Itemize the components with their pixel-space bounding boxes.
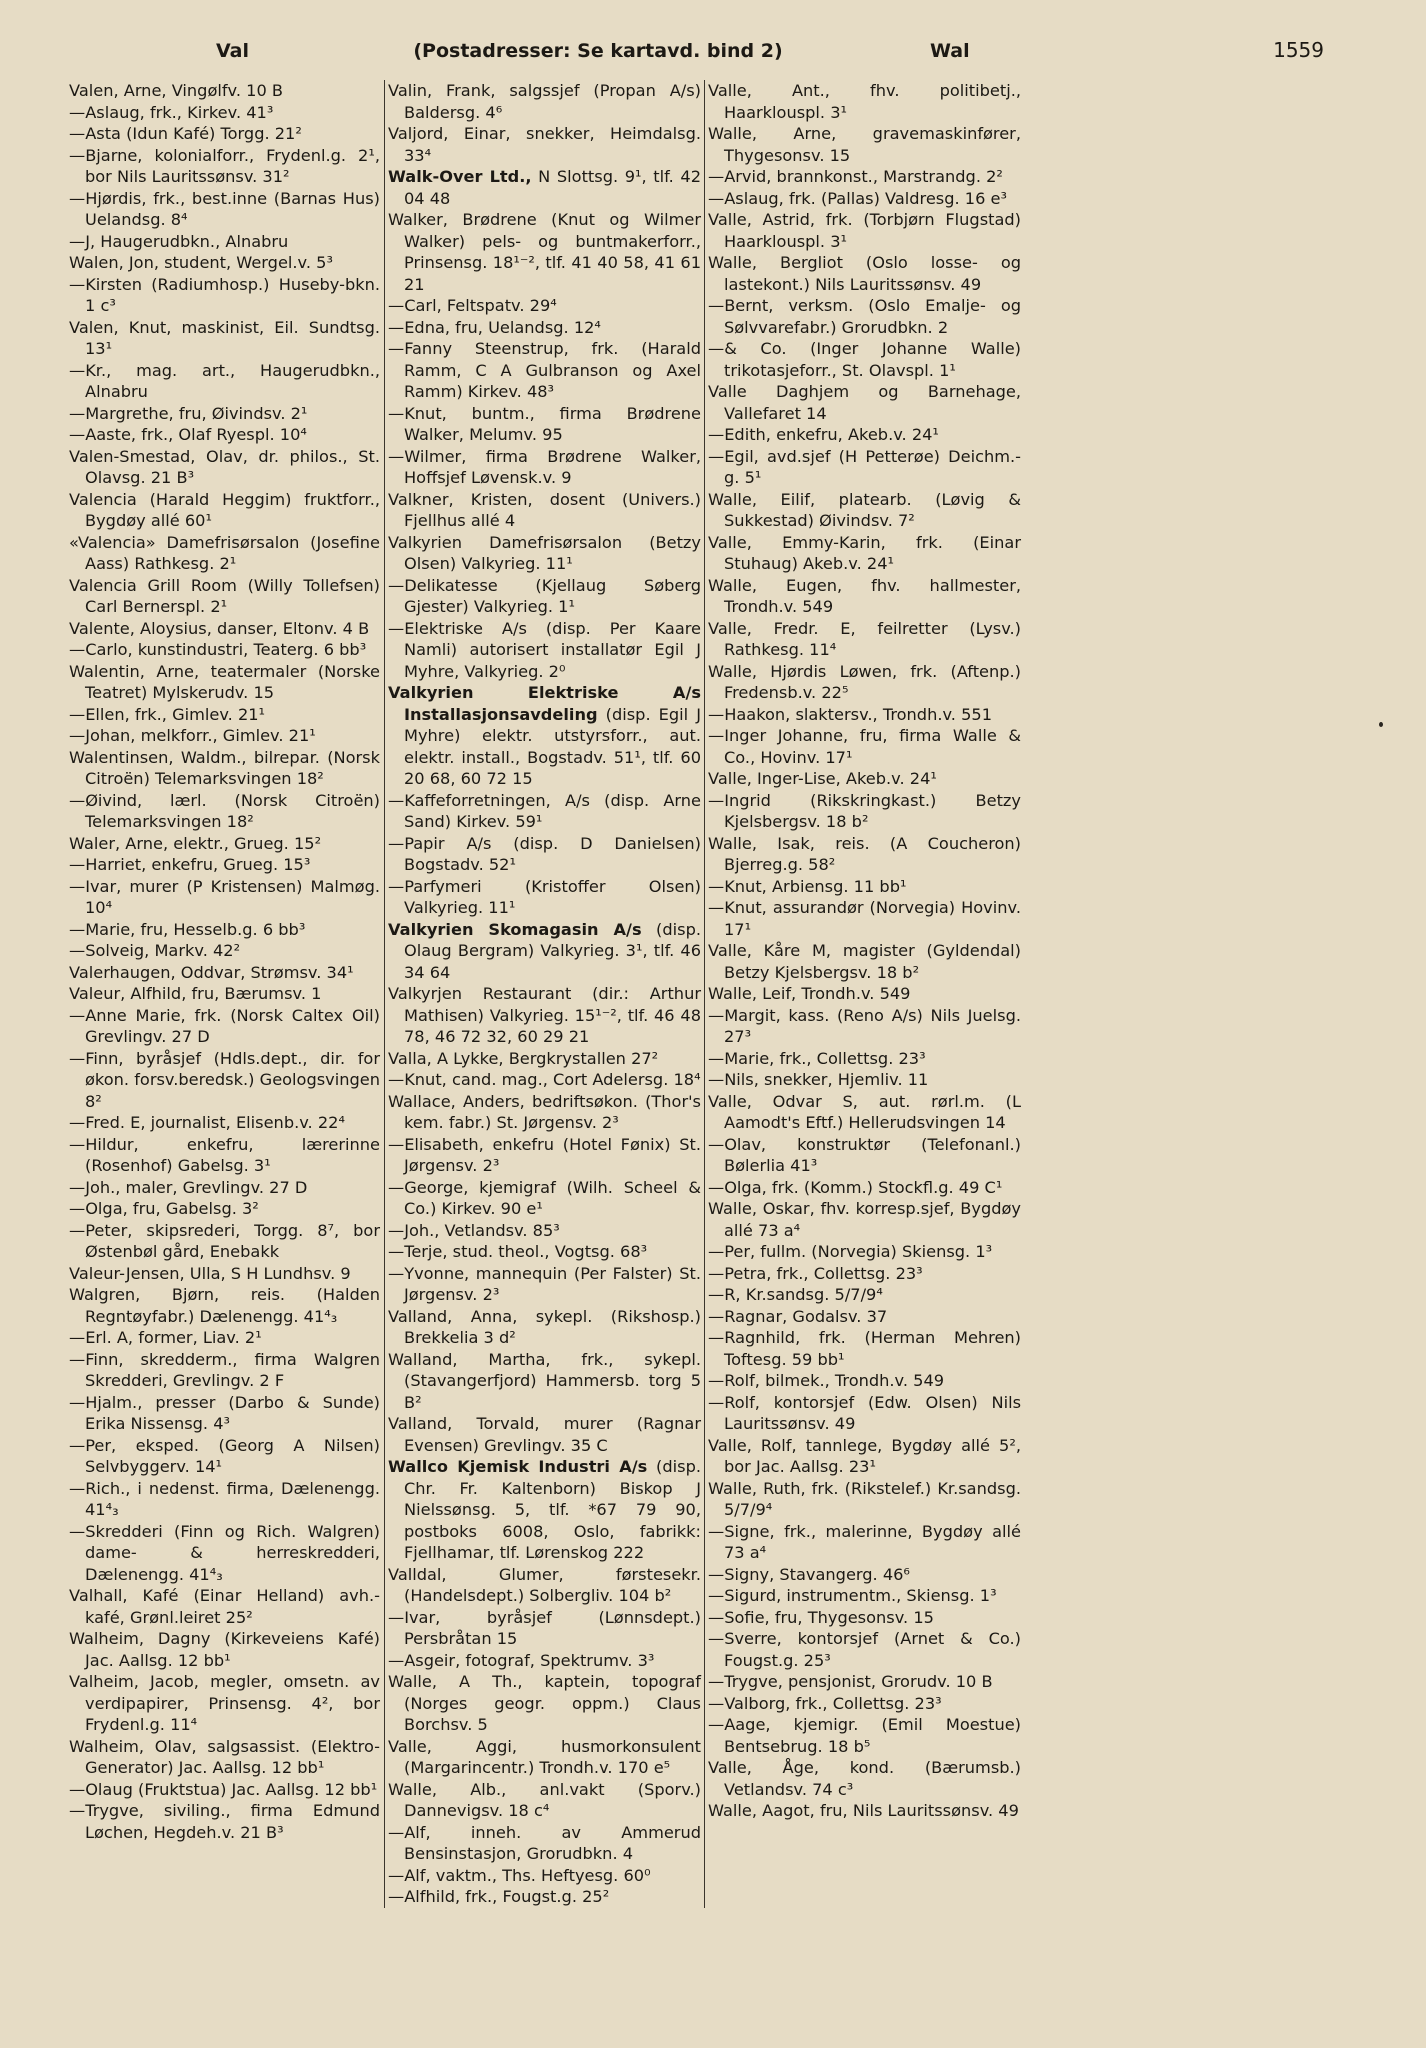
directory-entry: —Alfhild, frk., Fougst.g. 25² (388, 1887, 610, 1906)
directory-entry: Walle, Leif, Trondh.v. 549 (708, 984, 911, 1003)
directory-entry: —Per, fullm. (Norvegia) Skiensg. 1³ (708, 1242, 993, 1261)
directory-entry: Walheim, Dagny (Kirkeveiens Kafé) Jac. Aallsg. 12 bb¹ (69, 1629, 380, 1670)
directory-entry: —Edith, enkefru, Akeb.v. 24¹ (708, 425, 939, 444)
directory-entry: —Per, eksped. (Georg A Nilsen) Selvbyggerv. 14¹ (69, 1435, 380, 1476)
column-2 (384, 80, 704, 1908)
directory-entry: Valkyrien Elektriske A/s Installasjonsavdeling (disp. Egil J Myhre) elektr. utstyrsforr., aut. elektr. install., Bogstadv. 51¹, tlf. 60 20 68, 60 72 15 (388, 683, 701, 788)
directory-entry: —Kr., mag. art., Haugerudbkn., Alnabru (69, 360, 380, 401)
directory-entry: —Margit, kass. (Reno A/s) Nils Juelsg. 27³ (708, 1005, 1021, 1046)
directory-entry: —Aslaug, frk., Kirkev. 41³ (69, 102, 274, 122)
directory-entry: —George, kjemigraf (Wilh. Scheel & Co.) Kirkev. 90 e¹ (388, 1177, 701, 1218)
directory-entry: —Valborg, frk., Collettsg. 23³ (708, 1693, 942, 1713)
directory-entry: —Joh., Vetlandsv. 85³ (388, 1220, 560, 1240)
directory-entry: Valle, Kåre M, magister (Gyldendal) Betzy Kjelsbergsv. 18 b² (708, 941, 1021, 982)
directory-entry: Valland, Anna, sykepl. (Rikshosp.) Brekkelia 3 d² (388, 1306, 701, 1347)
directory-entry: —Olga, frk. (Komm.) Stockfl.g. 49 C¹ (708, 1177, 1003, 1197)
directory-entry: —& Co. (Inger Johanne Walle) trikotasjeforr., St. Olavspl. 1¹ (708, 339, 1021, 380)
ink-speck (1379, 722, 1383, 727)
directory-entry: Walle, Bergliot (Oslo losse- og lastekont.) Nils Lauritssønsv. 49 (708, 253, 1021, 294)
directory-entry: Walen, Jon, student, Wergel.v. 5³ (69, 253, 333, 272)
directory-entry: «Valencia» Damefrisørsalon (Josefine Aass) Rathkesg. 2¹ (69, 532, 380, 573)
directory-entry: —Ragnhild, frk. (Herman Mehren) Toftesg. 59 bb¹ (708, 1328, 1021, 1369)
directory-entry: Valen, Arne, Vingølfv. 10 B (69, 81, 284, 100)
directory-entry: —Arvid, brannkonst., Marstrandg. 2² (708, 167, 1003, 186)
directory-entry: —Nils, snekker, Hjemliv. 11 (708, 1070, 929, 1089)
directory-entry: Walle, Ruth, frk. (Rikstelef.) Kr.sandsg. 5/7/9⁴ (708, 1478, 1021, 1519)
entry-company-name: Wallco Kjemisk Industri A/s (388, 1457, 648, 1476)
directory-entry: —Hjalm., presser (Darbo & Sunde) Erika Nissensg. 4³ (69, 1392, 380, 1433)
column-3 (704, 80, 1024, 1908)
directory-entry: —Alf, inneh. av Ammerud Bensinstasjon, Grorudbkn. 4 (388, 1822, 701, 1863)
directory-entry: —Carl, Feltspatv. 29⁴ (388, 296, 557, 315)
directory-entry: —Finn, byråsjef (Hdls.dept., dir. for økon. forsv.beredsk.) Geologsvingen 8² (69, 1048, 380, 1111)
directory-entry: —Delikatesse (Kjellaug Søberg Gjester) Valkyrieg. 1¹ (388, 575, 701, 616)
directory-entry: —Skredderi (Finn og Rich. Walgren) dame- & herreskredderi, Dælenengg. 41⁴₃ (69, 1521, 380, 1584)
directory-entry: Walle, Oskar, fhv. korresp.sjef, Bygdøy allé 73 a⁴ (708, 1199, 1021, 1240)
directory-entry: —Sigurd, instrumentm., Skiensg. 1³ (708, 1586, 997, 1605)
directory-entry: —Rich., i nedenst. firma, Dælenengg. 41⁴₃ (69, 1478, 380, 1519)
directory-entry: —Johan, melkforr., Gimlev. 21¹ (69, 726, 316, 745)
directory-entry: —Yvonne, mannequin (Per Falster) St. Jørgensv. 2³ (388, 1263, 701, 1304)
directory-entry: —Sverre, kontorsjef (Arnet & Co.) Fougst.g. 25³ (708, 1629, 1021, 1670)
directory-entry: —Knut, assurandør (Norvegia) Hovinv. 17¹ (708, 898, 1021, 939)
directory-entry: —Marie, frk., Collettsg. 23³ (708, 1048, 926, 1068)
directory-entry: Valle, Odvar S, aut. rørl.m. (L Aamodt's Eftf.) Hellerudsvingen 14 (708, 1091, 1021, 1132)
directory-entry: —Aslaug, frk. (Pallas) Valdresg. 16 e³ (708, 188, 1007, 208)
directory-entry: —Harriet, enkefru, Grueg. 15³ (69, 855, 311, 874)
header-center-note: (Postadresser: Se kartavd. bind 2) (413, 40, 783, 62)
directory-entry: Valle, Aggi, husmorkonsulent (Margarincentr.) Trondh.v. 170 e⁵ (388, 1736, 701, 1777)
directory-entry: —Ellen, frk., Gimlev. 21¹ (69, 704, 266, 724)
directory-entry: Valkyrien Skomagasin A/s (disp. Olaug Bergram) Valkyrieg. 3¹, tlf. 46 34 64 (388, 919, 701, 982)
directory-entry: —Rolf, kontorsjef (Edw. Olsen) Nils Lauritssønsv. 49 (708, 1392, 1021, 1433)
directory-entry: —Terje, stud. theol., Vogtsg. 68³ (388, 1242, 648, 1261)
directory-entry: Valen, Knut, maskinist, Eil. Sundtsg. 13¹ (69, 317, 380, 358)
directory-entry: Valland, Torvald, murer (Ragnar Evensen) Grevlingv. 35 C (388, 1414, 701, 1455)
directory-entry: Valle, Fredr. E, feilretter (Lysv.) Rathkesg. 11⁴ (708, 618, 1021, 659)
header-right-word: Wal (930, 40, 970, 62)
directory-entry: Walle, Aagot, fru, Nils Lauritssønsv. 49 (708, 1801, 1019, 1820)
directory-entry: —Aage, kjemigr. (Emil Moestue) Bentsebrug. 18 b⁵ (708, 1715, 1021, 1756)
page-number: 1559 (1273, 38, 1324, 62)
directory-entry: —Haakon, slaktersv., Trondh.v. 551 (708, 704, 992, 724)
directory-entry: —Signy, Stavangerg. 46⁶ (708, 1564, 910, 1584)
directory-entry: Valencia Grill Room (Willy Tollefsen) Carl Bernerspl. 2¹ (69, 575, 380, 616)
directory-entry: Valle Daghjem og Barnehage, Vallefaret 14 (708, 382, 1021, 423)
directory-entry: —Ragnar, Godalsv. 37 (708, 1306, 888, 1326)
directory-entry: Valla, A Lykke, Bergkrystallen 27² (388, 1048, 659, 1068)
directory-entry: Walentin, Arne, teatermaler (Norske Teatret) Mylskerudv. 15 (69, 661, 380, 702)
directory-entry: —Signe, frk., malerinne, Bygdøy allé 73 a⁴ (708, 1521, 1021, 1562)
directory-entry: —Trygve, siviling., firma Edmund Løchen, Hegdeh.v. 21 B³ (69, 1801, 380, 1842)
directory-entry: Valheim, Jacob, megler, omsetn. av verdipapirer, Prinsensg. 4², bor Frydenl.g. 11⁴ (69, 1672, 380, 1734)
directory-entry: —Rolf, bilmek., Trondh.v. 549 (708, 1371, 945, 1390)
directory-entry: —Joh., maler, Grevlingv. 27 D (69, 1177, 308, 1197)
directory-entry: Wallco Kjemisk Industri A/s (disp. Chr. Fr. Kaltenborn) Biskop J Nielssønsg. 5, tlf. *67 79 90, postboks 6008, Oslo, fabrikk: Fjellhamar, tlf. Lørenskog 222 (388, 1457, 701, 1562)
directory-entry: Valerhaugen, Oddvar, Strømsv. 34¹ (69, 962, 354, 982)
directory-entry: —Trygve, pensjonist, Grorudv. 10 B (708, 1672, 993, 1691)
directory-entry: —Ivar, murer (P Kristensen) Malmøg. 10⁴ (69, 876, 380, 917)
directory-entry: Valencia (Harald Heggim) fruktforr., Bygdøy allé 60¹ (69, 489, 380, 530)
directory-entry: Valldal, Glumer, førstesekr. (Handelsdept.) Solbergliv. 104 b² (388, 1564, 701, 1605)
directory-entry: —Olaug (Fruktstua) Jac. Aallsg. 12 bb¹ (69, 1779, 378, 1799)
directory-entry: Valin, Frank, salgssjef (Propan A/s) Baldersg. 4⁶ (388, 81, 701, 122)
directory-entry: —Petra, frk., Collettsg. 23³ (708, 1263, 923, 1283)
directory-entry: —Kirsten (Radiumhosp.) Huseby-bkn. 1 c³ (69, 274, 380, 315)
directory-entry: —Hjørdis, frk., best.inne (Barnas Hus) Uelandsg. 8⁴ (69, 188, 380, 229)
directory-entry: Walle, Arne, gravemaskinfører, Thygesonsv. 15 (708, 124, 1021, 165)
directory-entry: Valkyrjen Restaurant (dir.: Arthur Mathisen) Valkyrieg. 15¹⁻², tlf. 46 48 78, 46 72 32, 60 29 21 (388, 984, 701, 1046)
directory-entry: Walk-Over Ltd., N Slottsg. 9¹, tlf. 42 04 48 (388, 167, 701, 208)
directory-entry: Valle, Inger-Lise, Akeb.v. 24¹ (708, 769, 937, 788)
header-left-word: Val (216, 40, 249, 62)
entry-company-name: Valkyrien Elektriske A/s Installasjonsavdeling (388, 683, 701, 724)
directory-entry: Walle, Eilif, platearb. (Løvig & Sukkestad) Øivindsv. 7² (708, 489, 1021, 530)
directory-entry: —Elisabeth, enkefru (Hotel Fønix) St. Jørgensv. 2³ (388, 1134, 701, 1175)
directory-entry: Valle, Astrid, frk. (Torbjørn Flugstad) Haarklouspl. 3¹ (708, 210, 1021, 251)
directory-entry: —Asta (Idun Kafé) Torgg. 21² (69, 124, 302, 143)
directory-entry: —Knut, buntm., firma Brødrene Walker, Melumv. 95 (388, 403, 701, 444)
directory-entry: Valle, Åge, kond. (Bærumsb.) Vetlandsv. 74 c³ (708, 1758, 1021, 1799)
entry-company-name: Walk-Over Ltd., (388, 167, 532, 186)
directory-entry: Waler, Arne, elektr., Grueg. 15² (69, 833, 322, 853)
directory-entry: —J, Haugerudbkn., Alnabru (69, 231, 289, 251)
directory-entry: —Elektriske A/s (disp. Per Kaare Namli) autorisert installatør Egil J Myhre, Valkyrieg. 2⁰ (388, 618, 701, 681)
directory-entry: Walle, Isak, reis. (A Coucheron) Bjerreg.g. 58² (708, 833, 1021, 874)
directory-entry: —Knut, Arbiensg. 11 bb¹ (708, 876, 907, 896)
directory-entry: —Fred. E, journalist, Elisenb.v. 22⁴ (69, 1113, 345, 1132)
directory-entry: Walker, Brødrene (Knut og Wilmer Walker) pels- og buntmakerforr., Prinsensg. 18¹⁻², tlf. 41 40 58, 41 61 21 (388, 210, 701, 294)
directory-entry: —Olav, konstruktør (Telefonanl.) Bølerlia 41³ (708, 1134, 1021, 1175)
directory-entry: —Egil, avd.sjef (H Petterøe) Deichm.-g. 5¹ (708, 446, 1021, 487)
directory-entry: Valle, Rolf, tannlege, Bygdøy allé 5², bor Jac. Aallsg. 23¹ (708, 1435, 1021, 1476)
directory-entry: —Ingrid (Rikskringkast.) Betzy Kjelsbergsv. 18 b² (708, 790, 1021, 831)
directory-entry: —Øivind, lærl. (Norsk Citroën) Telemarksvingen 18² (69, 790, 380, 831)
directory-entry: Walgren, Bjørn, reis. (Halden Regntøyfabr.) Dælenengg. 41⁴₃ (69, 1285, 380, 1326)
directory-entry: Walland, Martha, frk., sykepl. (Stavangerfjord) Hammersb. torg 5 B² (388, 1349, 701, 1412)
directory-entry: —Margrethe, fru, Øivindsv. 2¹ (69, 403, 308, 423)
directory-entry: Valhall, Kafé (Einar Helland) avh.-kafé, Grønl.leiret 25² (69, 1586, 380, 1627)
directory-entry: Valeur, Alfhild, fru, Bærumsv. 1 (69, 984, 322, 1003)
directory-entry: —Peter, skipsrederi, Torgg. 8⁷, bor Østenbøl gård, Enebakk (69, 1220, 380, 1261)
directory-entry: —Finn, skredderm., firma Walgren Skredderi, Grevlingv. 2 F (69, 1349, 380, 1390)
directory-entry: —Asgeir, fotograf, Spektrumv. 3³ (388, 1650, 655, 1670)
directory-entry: —Carlo, kunstindustri, Teaterg. 6 bb³ (69, 640, 367, 659)
directory-entry: Walle, Eugen, fhv. hallmester, Trondh.v. 549 (708, 575, 1021, 616)
directory-entry: Valen-Smestad, Olav, dr. philos., St. Olavsg. 21 B³ (69, 446, 380, 487)
directory-entry: Valeur-Jensen, Ulla, S H Lundhsv. 9 (69, 1263, 351, 1283)
directory-entry: —Kaffeforretningen, A/s (disp. Arne Sand) Kirkev. 59¹ (388, 790, 701, 831)
column-1 (66, 80, 384, 1908)
directory-entry: —Inger Johanne, fru, firma Walle & Co., Hovinv. 17¹ (708, 726, 1021, 767)
directory-entry: —Knut, cand. mag., Cort Adelersg. 18⁴ (388, 1070, 701, 1089)
page-header (66, 38, 1356, 76)
directory-entry: —Papir A/s (disp. D Danielsen) Bogstadv. 52¹ (388, 833, 701, 874)
directory-entry: —Wilmer, firma Brødrene Walker, Hoffsjef Løvensk.v. 9 (388, 446, 701, 487)
directory-entry: Valkyrien Damefrisørsalon (Betzy Olsen) Valkyrieg. 11¹ (388, 532, 701, 573)
directory-entry: —Parfymeri (Kristoffer Olsen) Valkyrieg. 11¹ (388, 876, 701, 917)
directory-entry: —Marie, fru, Hesselb.g. 6 bb³ (69, 919, 306, 939)
directory-entry: Valente, Aloysius, danser, Eltonv. 4 B (69, 618, 370, 638)
directory-entry: Valle, Emmy-Karin, frk. (Einar Stuhaug) Akeb.v. 24¹ (708, 532, 1021, 573)
directory-entry: Walle, Hjørdis Løwen, frk. (Aftenp.) Fredensb.v. 22⁵ (708, 661, 1021, 702)
entry-company-name: Valkyrien Skomagasin A/s (388, 919, 642, 939)
directory-entry: —Erl. A, former, Liav. 2¹ (69, 1328, 262, 1347)
directory-entry: Valkner, Kristen, dosent (Univers.) Fjellhus allé 4 (388, 489, 701, 530)
directory-entry: Valjord, Einar, snekker, Heimdalsg. 33⁴ (388, 124, 701, 165)
directory-entry: —Solveig, Markv. 42² (69, 941, 241, 960)
directory-entry: —Anne Marie, frk. (Norsk Caltex Oil) Grevlingv. 27 D (69, 1005, 380, 1046)
directory-entry: —R, Kr.sandsg. 5/7/9⁴ (708, 1285, 883, 1304)
directory-entry: —Aaste, frk., Olaf Ryespl. 10⁴ (69, 425, 307, 444)
directory-entry: Walentinsen, Waldm., bilrepar. (Norsk Citroën) Telemarksvingen 18² (69, 747, 380, 788)
directory-entry: Walle, Alb., anl.vakt (Sporv.) Dannevigsv. 18 c⁴ (388, 1779, 701, 1820)
directory-entry: —Sofie, fru, Thygesonsv. 15 (708, 1607, 934, 1627)
directory-entry: —Fanny Steenstrup, frk. (Harald Ramm, C A Gulbranson og Axel Ramm) Kirkev. 48³ (388, 339, 701, 401)
directory-columns (66, 80, 1356, 1908)
directory-entry: Walle, A Th., kaptein, topograf (Norges geogr. oppm.) Claus Borchsv. 5 (388, 1672, 701, 1734)
directory-entry: Valle, Ant., fhv. politibetj., Haarklouspl. 3¹ (708, 81, 1021, 122)
directory-entry: —Bjarne, kolonialforr., Frydenl.g. 2¹, bor Nils Lauritssønsv. 31² (69, 145, 380, 186)
directory-entry: —Hildur, enkefru, lærerinne (Rosenhof) Gabelsg. 3¹ (69, 1134, 380, 1175)
directory-entry: —Olga, fru, Gabelsg. 3² (69, 1199, 259, 1218)
directory-entry: Wallace, Anders, bedriftsøkon. (Thor's kem. fabr.) St. Jørgensv. 2³ (388, 1091, 701, 1132)
directory-entry: —Ivar, byråsjef (Lønnsdept.) Persbråtan 15 (388, 1607, 701, 1648)
directory-entry: —Edna, fru, Uelandsg. 12⁴ (388, 317, 601, 337)
directory-entry: Walheim, Olav, salgsassist. (Elektro-Generator) Jac. Aallsg. 12 bb¹ (69, 1736, 380, 1777)
directory-entry: —Bernt, verksm. (Oslo Emalje- og Sølvvarefabr.) Grorudbkn. 2 (708, 296, 1021, 337)
directory-entry: —Alf, vaktm., Ths. Heftyesg. 60⁰ (388, 1865, 651, 1885)
